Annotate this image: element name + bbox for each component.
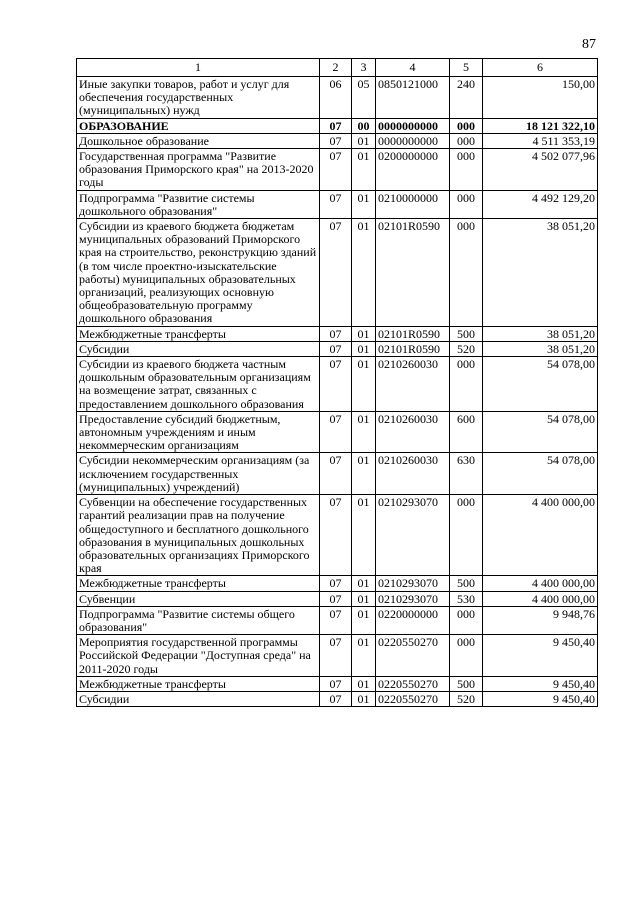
row-target-code: 0210293070 [376,576,450,591]
row-name: Иные закупки товаров, работ и услуг для обеспечения государственных (муниципальных) нужд [77,77,320,119]
row-target-code: 0210293070 [376,591,450,606]
row-section-code: 07 [320,357,352,412]
row-expense-type-code: 000 [450,357,483,412]
table-row [77,133,598,148]
row-subsection-code: 01 [352,453,376,495]
row-expense-type-code: 000 [450,149,483,191]
row-amount: 4 511 353,19 [483,133,598,148]
table-row [77,326,598,341]
table-row [77,691,598,706]
row-expense-type-code: 240 [450,77,483,119]
row-target-code: 0850121000 [376,77,450,119]
row-amount: 38 051,20 [483,219,598,327]
row-subsection-code: 01 [352,341,376,356]
header-col-2: 2 [320,59,352,77]
table-row [77,77,598,119]
row-target-code: 0210260030 [376,411,450,453]
row-name: Межбюджетные трансферты [77,576,320,591]
row-expense-type-code: 500 [450,326,483,341]
row-target-code: 0000000000 [376,118,450,133]
row-section-code: 07 [320,219,352,327]
row-name: Предоставление субсидий бюджетным, автономным учреждениям и иным некоммерческим организациям [77,411,320,453]
row-amount: 4 492 129,20 [483,190,598,218]
row-amount: 38 051,20 [483,326,598,341]
row-expense-type-code: 630 [450,453,483,495]
row-section-code: 07 [320,691,352,706]
table-row [77,606,598,634]
row-section-code: 07 [320,190,352,218]
row-amount: 4 400 000,00 [483,591,598,606]
row-name: ОБРАЗОВАНИЕ [77,118,320,133]
row-amount: 4 400 000,00 [483,495,598,576]
table-row [77,357,598,412]
row-amount: 150,00 [483,77,598,119]
row-section-code: 07 [320,149,352,191]
row-expense-type-code: 500 [450,676,483,691]
row-name: Межбюджетные трансферты [77,326,320,341]
row-section-code: 07 [320,606,352,634]
table-row [77,635,598,677]
row-expense-type-code: 600 [450,411,483,453]
row-subsection-code: 01 [352,411,376,453]
table-row [77,118,598,133]
row-amount: 9 450,40 [483,676,598,691]
row-amount: 9 450,40 [483,691,598,706]
row-amount: 18 121 322,10 [483,118,598,133]
row-name: Субсидии из краевого бюджета частным дошкольным образовательным организациям на возмещение затрат, связанных с предоставлением дошкольного образования [77,357,320,412]
row-section-code: 07 [320,576,352,591]
row-name: Государственная программа "Развитие образования Приморского края" на 2013-2020 годы [77,149,320,191]
row-section-code: 07 [320,133,352,148]
row-subsection-code: 05 [352,77,376,119]
row-name: Субсидии из краевого бюджета бюджетам муниципальных образований Приморского края на строительство, реконструкцию зданий (в том числе проектно-изыскательские работы) муниципальных образовательных организаций, реализующих основную общеобразовательную программу дошкольного образования [77,219,320,327]
row-name: Субсидии [77,691,320,706]
row-subsection-code: 01 [352,495,376,576]
row-name: Субвенции на обеспечение государственных гарантий реализации прав на получение общедоступного и бесплатного дошкольного образования в муниципальных дошкольных образовательных организациях Приморского края [77,495,320,576]
row-target-code: 02101R0590 [376,341,450,356]
row-amount: 54 078,00 [483,411,598,453]
row-target-code: 0220550270 [376,635,450,677]
row-subsection-code: 01 [352,190,376,218]
row-name: Субвенции [77,591,320,606]
row-target-code: 0000000000 [376,133,450,148]
row-target-code: 0220000000 [376,606,450,634]
row-name: Подпрограмма "Развитие системы дошкольного образования" [77,190,320,218]
row-section-code: 07 [320,591,352,606]
row-target-code: 02101R0590 [376,219,450,327]
row-section-code: 07 [320,453,352,495]
row-expense-type-code: 520 [450,341,483,356]
table-row [77,190,598,218]
row-expense-type-code: 520 [450,691,483,706]
row-amount: 54 078,00 [483,453,598,495]
header-col-6: 6 [483,59,598,77]
row-subsection-code: 01 [352,691,376,706]
header-col-1: 1 [77,59,320,77]
row-amount: 4 502 077,96 [483,149,598,191]
table-row [77,411,598,453]
table-row [77,576,598,591]
row-target-code: 0210293070 [376,495,450,576]
row-section-code: 07 [320,118,352,133]
row-target-code: 0220550270 [376,691,450,706]
row-amount: 38 051,20 [483,341,598,356]
row-target-code: 0210260030 [376,357,450,412]
row-expense-type-code: 000 [450,190,483,218]
row-name: Подпрограмма "Развитие системы общего образования" [77,606,320,634]
table-body [77,77,598,707]
table-row [77,219,598,327]
row-target-code: 0200000000 [376,149,450,191]
table-row [77,341,598,356]
row-name: Дошкольное образование [77,133,320,148]
header-col-3: 3 [352,59,376,77]
row-section-code: 06 [320,77,352,119]
table-row [77,453,598,495]
row-section-code: 07 [320,495,352,576]
header-row [77,59,598,77]
row-subsection-code: 01 [352,635,376,677]
row-subsection-code: 00 [352,118,376,133]
row-subsection-code: 01 [352,676,376,691]
row-subsection-code: 01 [352,219,376,327]
row-target-code: 02101R0590 [376,326,450,341]
row-section-code: 07 [320,341,352,356]
header-col-4: 4 [376,59,450,77]
header-col-5: 5 [450,59,483,77]
row-target-code: 0220550270 [376,676,450,691]
row-expense-type-code: 000 [450,219,483,327]
page-number: 87 [582,37,596,52]
row-expense-type-code: 000 [450,118,483,133]
row-expense-type-code: 530 [450,591,483,606]
table-row [77,149,598,191]
row-subsection-code: 01 [352,133,376,148]
table-row [77,591,598,606]
row-name: Субсидии некоммерческим организациям (за исключением государственных (муниципальных) учреждений) [77,453,320,495]
table-row [77,495,598,576]
table-row [77,676,598,691]
row-name: Межбюджетные трансферты [77,676,320,691]
row-amount: 9 450,40 [483,635,598,677]
row-expense-type-code: 000 [450,133,483,148]
row-section-code: 07 [320,411,352,453]
row-amount: 9 948,76 [483,606,598,634]
row-subsection-code: 01 [352,591,376,606]
row-expense-type-code: 000 [450,606,483,634]
row-amount: 54 078,00 [483,357,598,412]
row-amount: 4 400 000,00 [483,576,598,591]
row-subsection-code: 01 [352,326,376,341]
row-section-code: 07 [320,326,352,341]
row-expense-type-code: 000 [450,495,483,576]
row-target-code: 0210000000 [376,190,450,218]
row-subsection-code: 01 [352,576,376,591]
row-expense-type-code: 500 [450,576,483,591]
row-section-code: 07 [320,676,352,691]
row-name: Мероприятия государственной программы Российской Федерации "Доступная среда" на 2011-2020 годы [77,635,320,677]
row-subsection-code: 01 [352,606,376,634]
row-subsection-code: 01 [352,357,376,412]
row-section-code: 07 [320,635,352,677]
row-expense-type-code: 000 [450,635,483,677]
budget-table [76,58,598,707]
row-subsection-code: 01 [352,149,376,191]
row-target-code: 0210260030 [376,453,450,495]
row-name: Субсидии [77,341,320,356]
